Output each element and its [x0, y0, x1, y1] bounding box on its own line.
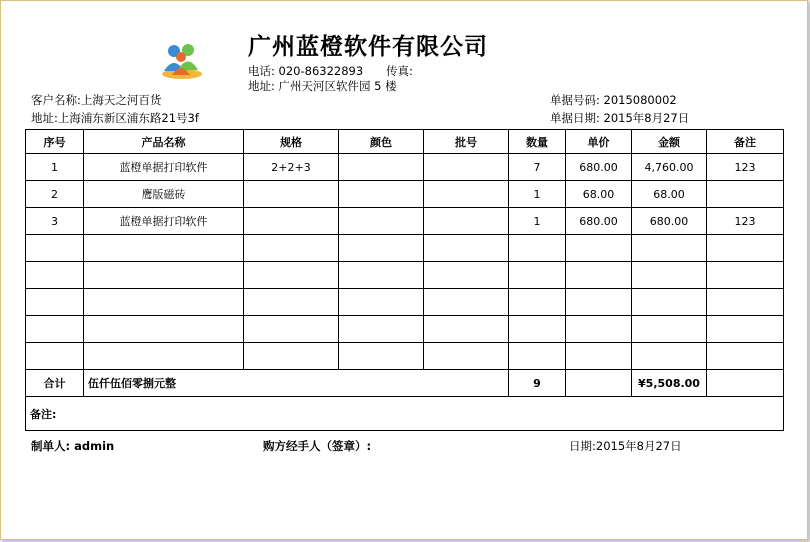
table-cell: 2	[26, 181, 84, 208]
total-row	[26, 370, 784, 397]
table-cell	[424, 181, 509, 208]
table-cell	[707, 316, 784, 343]
table-cell: 680.00	[566, 208, 632, 235]
table-cell	[566, 262, 632, 289]
table-cell	[424, 316, 509, 343]
table-cell	[84, 289, 244, 316]
table-cell	[509, 289, 566, 316]
table-row	[26, 208, 784, 235]
table-cell: 1	[509, 208, 566, 235]
header-cell: 备注	[707, 130, 784, 154]
table-cell	[632, 289, 707, 316]
note-label: 备注:	[26, 397, 784, 431]
total-empty-cell	[707, 370, 784, 397]
header-cell: 规格	[244, 130, 339, 154]
table-cell: 4,760.00	[632, 154, 707, 181]
table-cell	[84, 262, 244, 289]
table-cell	[707, 235, 784, 262]
table-cell	[339, 208, 424, 235]
table-row	[26, 262, 784, 289]
table-cell	[244, 208, 339, 235]
total-empty-cell	[566, 370, 632, 397]
table-cell	[424, 343, 509, 370]
table-cell: 680.00	[632, 208, 707, 235]
table-cell	[424, 235, 509, 262]
note-row	[26, 397, 784, 431]
table-cell	[339, 343, 424, 370]
table-cell	[26, 343, 84, 370]
table-cell	[707, 343, 784, 370]
header-cell: 金额	[632, 130, 707, 154]
total-amount: ¥5,508.00	[632, 370, 707, 397]
header-cell: 序号	[26, 130, 84, 154]
table-cell	[566, 343, 632, 370]
document-number: 单据号码: 2015080002	[550, 93, 677, 107]
table-cell	[424, 262, 509, 289]
table-row	[26, 181, 784, 208]
table-cell: 1	[509, 181, 566, 208]
buyer-signature: 购方经手人（签章）:	[263, 439, 372, 453]
document-date: 单据日期: 2015年8月27日	[550, 111, 690, 125]
table-cell	[424, 208, 509, 235]
people-logo-icon	[159, 41, 205, 81]
table-cell	[339, 154, 424, 181]
table-cell	[424, 154, 509, 181]
table-cell	[509, 235, 566, 262]
table-cell	[632, 343, 707, 370]
table-cell	[339, 235, 424, 262]
company-title: 广州蓝橙软件有限公司	[248, 33, 488, 60]
table-cell	[509, 262, 566, 289]
table-cell	[339, 181, 424, 208]
table-cell	[707, 181, 784, 208]
table-cell: 蓝橙单据打印软件	[84, 208, 244, 235]
maker: 制单人: admin	[31, 439, 115, 453]
table-cell: 123	[707, 208, 784, 235]
table-cell: 68.00	[632, 181, 707, 208]
total-label: 合计	[26, 370, 84, 397]
table-cell: 123	[707, 154, 784, 181]
table-cell: 1	[26, 154, 84, 181]
customer-name: 客户名称:上海天之河百货	[31, 93, 162, 107]
table-cell	[509, 343, 566, 370]
company-address: 地址: 广州天河区软件园 5 楼	[248, 79, 397, 93]
header-cell: 批号	[424, 130, 509, 154]
table-cell	[84, 343, 244, 370]
table-row	[26, 316, 784, 343]
table-cell	[26, 316, 84, 343]
table-cell	[244, 316, 339, 343]
table-row	[26, 235, 784, 262]
table-cell: 2+2+3	[244, 154, 339, 181]
table-header-row	[26, 130, 784, 154]
table-cell	[632, 235, 707, 262]
table-cell: 7	[509, 154, 566, 181]
table-cell	[339, 262, 424, 289]
table-cell	[509, 316, 566, 343]
table-cell	[244, 235, 339, 262]
table-cell	[632, 262, 707, 289]
footer-date: 日期:2015年8月27日	[569, 439, 682, 453]
table-cell: 680.00	[566, 154, 632, 181]
table-cell	[244, 181, 339, 208]
header-cell: 颜色	[339, 130, 424, 154]
items-table	[25, 129, 784, 431]
company-fax: 传真:	[386, 64, 413, 78]
total-quantity: 9	[509, 370, 566, 397]
table-cell	[26, 289, 84, 316]
table-cell	[707, 289, 784, 316]
table-cell	[339, 316, 424, 343]
table-row	[26, 289, 784, 316]
table-cell	[244, 343, 339, 370]
total-amount-words: 伍仟伍佰零捌元整	[84, 370, 509, 397]
header-cell: 产品名称	[84, 130, 244, 154]
table-cell	[566, 235, 632, 262]
table-cell	[244, 289, 339, 316]
table-cell: 3	[26, 208, 84, 235]
table-cell	[566, 316, 632, 343]
table-cell	[424, 289, 509, 316]
table-cell	[707, 262, 784, 289]
header-cell: 单价	[566, 130, 632, 154]
table-row	[26, 154, 784, 181]
table-cell: 鹰版磁砖	[84, 181, 244, 208]
table-cell: 68.00	[566, 181, 632, 208]
table-cell	[566, 289, 632, 316]
table-row	[26, 343, 784, 370]
table-cell	[632, 316, 707, 343]
header-cell: 数量	[509, 130, 566, 154]
customer-address: 地址:上海浦东新区浦东路21号3f	[31, 111, 199, 125]
table-cell	[84, 235, 244, 262]
table-cell	[26, 235, 84, 262]
company-phone: 电话: 020-86322893	[248, 64, 364, 78]
table-cell	[244, 262, 339, 289]
table-cell: 蓝橙单据打印软件	[84, 154, 244, 181]
table-cell	[26, 262, 84, 289]
table-cell	[339, 289, 424, 316]
table-cell	[84, 316, 244, 343]
